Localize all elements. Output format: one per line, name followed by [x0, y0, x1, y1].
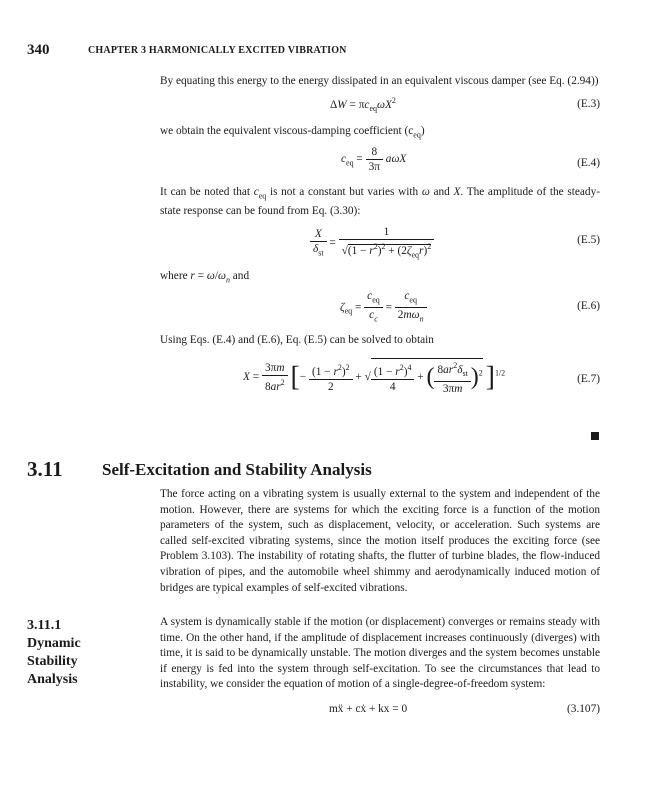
- page-number: 340: [27, 42, 50, 58]
- subsection-body: A system is dynamically stable if the motion (or displacement) converges or remains steady with time. On the other hand, if the amplitude of displacement increases continuously (diverges) with time, it is said to be dynamically unstable. The motion diverges and the system becomes unstable if energy is fed into the system through self-excitation. To see the circumstances that lead to instability, we consider the equation of motion of a single-degree-of-freedom system:: [160, 616, 600, 691]
- equation-number-e7: (E.7): [577, 373, 600, 385]
- paragraph-text: we obtain the equivalent viscous-damping coefficient (c: [160, 125, 414, 137]
- subsection-title-line-1: Dynamic: [27, 636, 81, 651]
- end-of-example-mark: [591, 432, 599, 440]
- equation-number-e4: (E.4): [577, 157, 600, 169]
- equation-e4: $c_{eq}$ = $\frac{8}{3\pi}$ aωX: [341, 146, 407, 173]
- equation-number-e3: (E.3): [577, 98, 600, 110]
- paragraph-steady-state: It can be noted that $c_{eq}$ is not a constant but varies with ω and X. The amplitude of the steady-state response can be found from Eq. (3.30):: [160, 186, 600, 217]
- equation-number-e6: (E.6): [577, 300, 600, 312]
- running-header: CHAPTER 3 HARMONICALLY EXCITED VIBRATION: [88, 45, 347, 56]
- equation-e5: $\frac{X}{\delta_{st}}$ = $\frac{1}{√(1 - r^2)^2 + (2\zeta_{eq}r)^2}$: [310, 225, 434, 262]
- equation-e7: X = $\frac{3\pi m}{8ar^2}$ [− $\frac{(1 - r^2)^2}{2}$ + √ $\frac{(1 - r^2)^4}{4}$ + ( $\frac{8ar^2\delta_{st}}{3\pi m}$ )$^2$ ]$^{1/2}$: [243, 358, 505, 396]
- paragraph-equivalent-coefficient: we obtain the equivalent viscous-damping coefficient $(c_{eq})$: [160, 125, 425, 140]
- paragraph-energy: By equating this energy to the energy dissipated in an equivalent viscous damper (see Eq. (2.94)): [160, 75, 599, 87]
- equation-e3: $\Delta W = \pi c_{eq}\omega X^2$: [330, 96, 396, 114]
- equation-3-107: mẍ + cẋ + kx = 0: [329, 703, 408, 715]
- subsection-title-line-2: Stability: [27, 654, 78, 669]
- subsection-heading: [27, 617, 81, 689]
- paragraph-where-r: where $r = \omega/\omega_n$ and: [160, 270, 250, 285]
- section-body: The force acting on a vibrating system is usually external to the system and independent of the motion. However, there are systems for which the exciting force is a function of the motion parameters of the system, such as displacement, velocity, or acceleration. Such systems are called self-excited vibrating systems, since the motion itself produces the exciting force (see Problem 3.103). The instability of rotating shafts, the flutter of turbine blades, the flow-induced vibration of pipes, and the automobile wheel shimmy and aerodynamically induced motion of bridges are typical examples of self-excited vibrations.: [160, 488, 600, 594]
- equation-e6: $\zeta_{eq}$ = $\frac{c_{eq}}{c_c}$ = $\frac{c_{eq}}{2m\omega_n}$: [340, 289, 427, 327]
- equation-number-e5: (E.5): [577, 234, 600, 246]
- subscript-eq: eq: [413, 130, 421, 140]
- equation-number-3-107: (3.107): [567, 703, 600, 715]
- paragraph-solve: Using Eqs. (E.4) and (E.6), Eq. (E.5) can be solved to obtain: [160, 334, 434, 346]
- subsection-title-line-3: Analysis: [27, 672, 78, 687]
- subsection-number: 3.11.1: [27, 618, 62, 633]
- section-number: 3.11: [27, 457, 63, 481]
- section-title: Self-Excitation and Stability Analysis: [102, 460, 372, 479]
